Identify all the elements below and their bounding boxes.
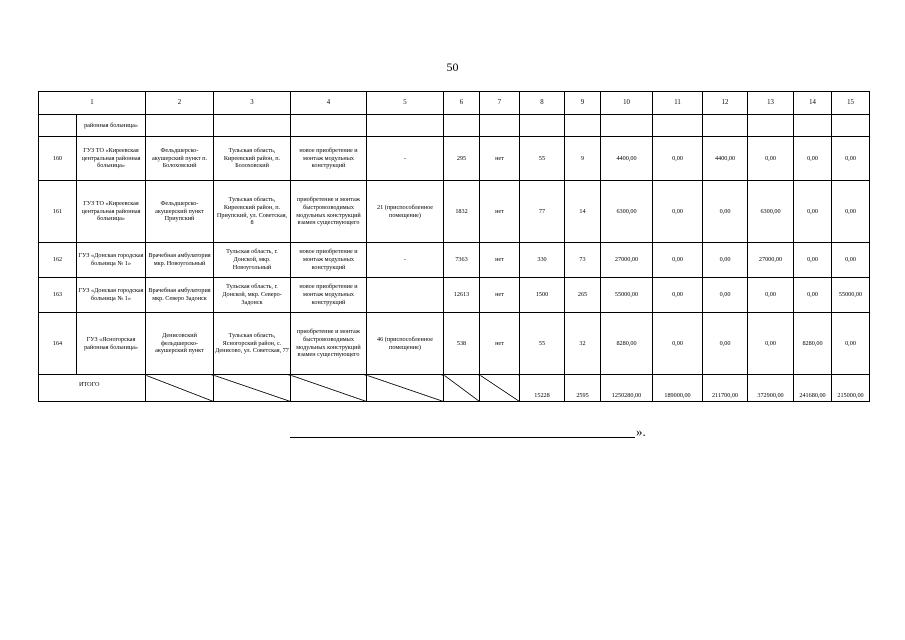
area-cell: - <box>367 243 444 278</box>
table-row <box>39 137 870 181</box>
area-cell: - <box>367 137 444 181</box>
value-cell: 0,00 <box>794 243 832 278</box>
value-cell: 9 <box>565 137 601 181</box>
value-cell: 0,00 <box>748 137 794 181</box>
header-cell: 12 <box>703 92 748 115</box>
table-cell <box>480 115 520 137</box>
total-value: 372900,00 <box>748 375 794 402</box>
value-cell: 14 <box>565 181 601 243</box>
table-row <box>39 278 870 313</box>
organization-cell: ГУЗ «Донская городская больница № 1» <box>77 278 146 313</box>
value-cell: 0,00 <box>653 243 703 278</box>
value-cell: 1500 <box>520 278 565 313</box>
value-cell: 0,00 <box>748 278 794 313</box>
value-cell: 77 <box>520 181 565 243</box>
value-cell: 0,00 <box>653 181 703 243</box>
total-value: 15228 <box>520 375 565 402</box>
footer-rule <box>290 437 635 438</box>
value-cell: 1832 <box>444 181 480 243</box>
organization-cell: ГУЗ ТО «Киреевская центральная районная больница» <box>77 181 146 243</box>
address-cell: Тульская область, г. Донской, мкр. Новоугольный <box>214 243 291 278</box>
total-value: 241680,00 <box>794 375 832 402</box>
header-cell: 3 <box>214 92 291 115</box>
value-cell: нет <box>480 313 520 375</box>
continuation-row <box>39 115 870 137</box>
facility-cell: Фельдшерско-акушерский пункт п. Болоховский <box>146 137 214 181</box>
value-cell: 0,00 <box>653 278 703 313</box>
area-cell <box>367 278 444 313</box>
header-cell: 2 <box>146 92 214 115</box>
value-cell: 0,00 <box>703 243 748 278</box>
empty-crossed-cell <box>480 375 520 402</box>
header-row <box>39 92 870 115</box>
header-cell: 1 <box>39 92 146 115</box>
table-cell <box>703 115 748 137</box>
value-cell: 0,00 <box>653 137 703 181</box>
total-value: 211700,00 <box>703 375 748 402</box>
table-cell <box>601 115 653 137</box>
empty-crossed-cell <box>444 375 480 402</box>
empty-crossed-cell <box>367 375 444 402</box>
value-cell: 0,00 <box>832 181 870 243</box>
value-cell: 8280,00 <box>794 313 832 375</box>
table-row <box>39 243 870 278</box>
value-cell: 0,00 <box>832 313 870 375</box>
value-cell: 295 <box>444 137 480 181</box>
table-cell <box>565 115 601 137</box>
page-number: 50 <box>446 60 459 74</box>
table-cell <box>39 115 77 137</box>
total-value: 2595 <box>565 375 601 402</box>
facility-cell: Врачебная амбулатория мкр. Северо Задонск <box>146 278 214 313</box>
program-table <box>38 91 870 402</box>
table-row <box>39 181 870 243</box>
value-cell: 0,00 <box>748 313 794 375</box>
table-cell <box>832 115 870 137</box>
header-cell: 14 <box>794 92 832 115</box>
header-cell: 10 <box>601 92 653 115</box>
header-cell: 8 <box>520 92 565 115</box>
value-cell: нет <box>480 278 520 313</box>
value-cell: нет <box>480 243 520 278</box>
row-number: 161 <box>39 181 77 243</box>
area-cell: 46 (приспособленное помещение) <box>367 313 444 375</box>
address-cell: Тульская область, Киреевский район, п. Приупский, ул. Советская, 8 <box>214 181 291 243</box>
value-cell: 55 <box>520 137 565 181</box>
value-cell: 6300,00 <box>748 181 794 243</box>
value-cell: 0,00 <box>794 278 832 313</box>
header-cell: 6 <box>444 92 480 115</box>
value-cell: 0,00 <box>703 278 748 313</box>
facility-cell: Денисовский фельдшерско-акушерский пункт <box>146 313 214 375</box>
table-row <box>39 313 870 375</box>
work-type-cell: новое приобретение и монтаж модульных конструкций <box>291 243 367 278</box>
header-cell: 4 <box>291 92 367 115</box>
value-cell: 538 <box>444 313 480 375</box>
value-cell: 4400,00 <box>703 137 748 181</box>
table-cell <box>367 115 444 137</box>
value-cell: 4400,00 <box>601 137 653 181</box>
address-cell: Тульская область, Ясногорский район, с. Денисово, ул. Советская, 77 <box>214 313 291 375</box>
total-value: 189000,00 <box>653 375 703 402</box>
address-cell: Тульская область, Киреевский район, п. Болоховский <box>214 137 291 181</box>
row-number: 163 <box>39 278 77 313</box>
table-cell <box>444 115 480 137</box>
address-cell: Тульская область, г. Донской, мкр. Северо-Задонск <box>214 278 291 313</box>
area-cell: 21 (приспособленное помещение) <box>367 181 444 243</box>
work-type-cell: приобретение и монтаж быстровозводимых модульных конструкций взамен существующего <box>291 313 367 375</box>
work-type-cell: новое приобретение и монтаж модульных конструкций <box>291 278 367 313</box>
total-value: 215000,00 <box>832 375 870 402</box>
value-cell: 32 <box>565 313 601 375</box>
empty-crossed-cell <box>146 375 214 402</box>
work-type-cell: приобретение и монтаж быстровозводимых модульных конструкций взамен существующего <box>291 181 367 243</box>
value-cell: нет <box>480 137 520 181</box>
value-cell: 0,00 <box>653 313 703 375</box>
value-cell: 0,00 <box>794 181 832 243</box>
value-cell: 330 <box>520 243 565 278</box>
value-cell: 0,00 <box>794 137 832 181</box>
value-cell: 0,00 <box>703 313 748 375</box>
header-cell: 15 <box>832 92 870 115</box>
value-cell: нет <box>480 181 520 243</box>
header-cell: 11 <box>653 92 703 115</box>
value-cell: 73 <box>565 243 601 278</box>
value-cell: 55 <box>520 313 565 375</box>
header-cell: 9 <box>565 92 601 115</box>
work-type-cell: новое приобретение и монтаж модульных конструкций <box>291 137 367 181</box>
value-cell: 27000,00 <box>748 243 794 278</box>
value-cell: 7363 <box>444 243 480 278</box>
table-cell <box>146 115 214 137</box>
organization-cell: ГУЗ ТО «Киреевская центральная районная больница» <box>77 137 146 181</box>
header-cell: 5 <box>367 92 444 115</box>
value-cell: 0,00 <box>832 243 870 278</box>
header-cell: 13 <box>748 92 794 115</box>
facility-cell: Фельдшерско-акушерский пункт Приупский <box>146 181 214 243</box>
value-cell: 0,00 <box>703 181 748 243</box>
table-cell <box>214 115 291 137</box>
header-cell: 7 <box>480 92 520 115</box>
total-label: ИТОГО <box>39 375 146 402</box>
facility-cell: Врачебная амбулатория мкр. Новоугольный <box>146 243 214 278</box>
value-cell: 12613 <box>444 278 480 313</box>
table-cell <box>653 115 703 137</box>
table-cell <box>794 115 832 137</box>
total-value: 1250280,00 <box>601 375 653 402</box>
row-number: 160 <box>39 137 77 181</box>
empty-crossed-cell <box>291 375 367 402</box>
value-cell: 0,00 <box>832 137 870 181</box>
organization-cell: ГУЗ «Донская городская больница № 1» <box>77 243 146 278</box>
closing-quote-mark: ». <box>636 424 646 439</box>
total-row <box>39 375 870 402</box>
value-cell: 55000,00 <box>601 278 653 313</box>
row-number: 164 <box>39 313 77 375</box>
value-cell: 6300,00 <box>601 181 653 243</box>
row-number: 162 <box>39 243 77 278</box>
table-cell <box>520 115 565 137</box>
value-cell: 265 <box>565 278 601 313</box>
table-cell <box>291 115 367 137</box>
value-cell: 27000,00 <box>601 243 653 278</box>
table-cell: районная больница» <box>77 115 146 137</box>
empty-crossed-cell <box>214 375 291 402</box>
table-cell <box>748 115 794 137</box>
organization-cell: ГУЗ «Ясногорская районная больница» <box>77 313 146 375</box>
value-cell: 8280,00 <box>601 313 653 375</box>
value-cell: 55000,00 <box>832 278 870 313</box>
